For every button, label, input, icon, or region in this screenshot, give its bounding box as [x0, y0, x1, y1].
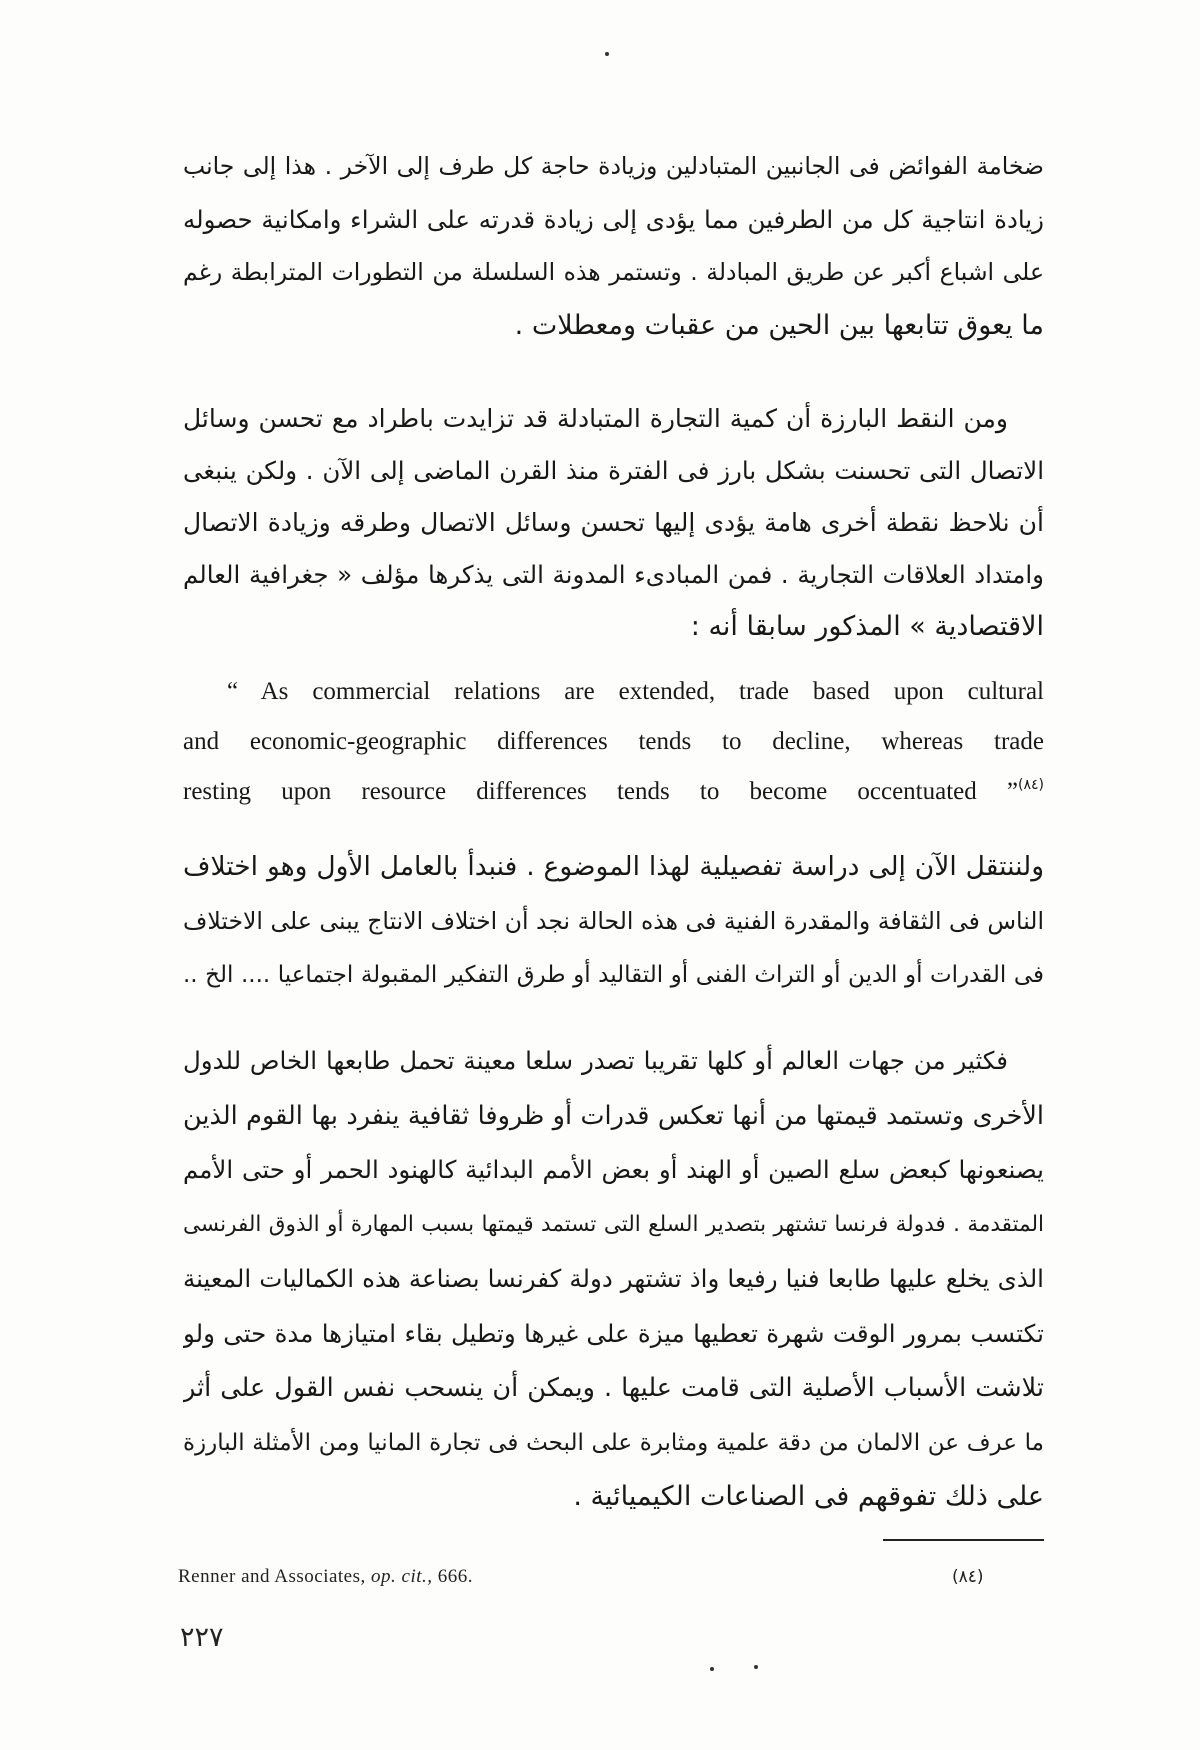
paragraph-4-line-3: يصنعونها كبعض سلع الصين أو الهند أو بعض الأمم البدائية كالهنود الحمر أو حتى الأمم [183, 1155, 1044, 1184]
paragraph-3 [183, 840, 1044, 1002]
paragraph-2-line-3: أن نلاحظ نقطة أخرى هامة يؤدى إليها تحسن وسائل الاتصال وطرقه وزيادة الاتصال [183, 508, 1044, 537]
footnote-citation [178, 1562, 473, 1592]
footnote-marker: (٨٤) [952, 1567, 984, 1587]
paragraph-2-line-5: الاقتصادية » المذكور سابقا أنه : [690, 611, 1044, 642]
paragraph-4-line-2: الأخرى وتستمد قيمتها من أنها تعكس قدرات أو ظروفا ثقافية ينفرد بها القوم الذين [183, 1100, 1044, 1131]
paragraph-4-line-4: المتقدمة . فدولة فرنسا تشتهر بتصدير السلع التى تستمد قيمتها بسبب المهارة أو الذوق الفرنسى [183, 1211, 1044, 1237]
paragraph-2-line-1: ومن النقط البارزة أن كمية التجارة المتبادلة قد تزايدت باطراد مع تحسن وسائل [183, 404, 1008, 433]
paragraph-4-line-7: تلاشت الأسباب الأصلية التى قامت عليها . ويمكن أن ينسحب نفس القول على أثر [183, 1373, 1044, 1403]
footnote-work: op. cit., [371, 1566, 433, 1587]
paragraph-4-line-8: ما عرف عن الالمان من دقة علمية ومثابرة على البحث فى تجارة المانيا ومن الأمثلة البارزة [183, 1429, 1044, 1456]
footnote-author: Renner and Associates, [178, 1566, 366, 1587]
paragraph-4-line-9: على ذلك تفوقهم فى الصناعات الكيميائية . [573, 1481, 1044, 1512]
scan-speck [710, 1667, 714, 1671]
quote-footnote-ref: (٨٤) [1018, 777, 1044, 793]
page-number: ٢٢٧ [180, 1622, 224, 1653]
paragraph-1-line-1: ضخامة الفوائض فى الجانبين المتبادلين وزيادة حاجة كل طرف إلى الآخر . هذا إلى جانب [183, 152, 1044, 180]
footnote-page: 666. [437, 1566, 474, 1587]
paragraph-1-line-4: ما يعوق تتابعها بين الحين من عقبات ومعطلات . [514, 310, 1044, 341]
paragraph-1-line-3: على اشباع أكبر عن طريق المبادلة . وتستمر هذه السلسلة من التطورات المترابطة رغم [183, 258, 1044, 286]
footnote-divider [883, 1539, 1044, 1541]
quote-line-1: “ As commercial relations are extended, trade based upon cultural [227, 678, 1044, 705]
paragraph-2-line-4: وامتداد العلاقات التجارية . فمن المبادىء المدونة التى يذكرها مؤلف « جغرافية العالم [183, 560, 1044, 589]
quote-line-3-text: resting upon resource differences tends to become occentuated ” [183, 778, 1019, 805]
paragraph-1-line-2: زيادة انتاجية كل من الطرفين مما يؤدى إلى زيادة قدرته على الشراء وامكانية حصوله [183, 205, 1044, 234]
paragraph-4-line-1: فكثير من جهات العالم أو كلها تقريبا تصدر سلعا معينة تحمل طابعها الخاص للدول [183, 1046, 1008, 1075]
scan-speck [605, 52, 609, 56]
paragraph-3-line-2: الناس فى الثقافة والمقدرة الفنية فى هذه الحالة نجد أن اختلاف الانتاج يبنى على الاختلاف [183, 907, 1044, 935]
paragraph-3-line-1: ولننتقل الآن إلى دراسة تفصيلية لهذا الموضوع . فنبدأ بالعامل الأول وهو اختلاف [183, 851, 1044, 882]
quote-line-2: and economic-geographic differences tends to decline, whereas trade [183, 728, 1044, 755]
scan-speck [754, 1665, 758, 1669]
quote-line-3 [183, 767, 1044, 817]
paragraph-4-line-5: الذى يخلع عليها طابعا فنيا رفيعا واذ تشتهر دولة كفرنسا بصناعة هذه الكماليات المعينة [183, 1264, 1044, 1293]
paragraph-2-line-2: الاتصال التى تحسنت بشكل بارز فى الفترة منذ القرن الماضى إلى الآن . ولكن ينبغى [183, 456, 1044, 485]
english-quotation [183, 667, 1044, 817]
paragraph-1 [183, 140, 1044, 352]
paragraph-4-line-6: تكتسب بمرور الوقت شهرة تعطيها ميزة على غيرها وتطيل بقاء امتيازها مدة حتى ولو [183, 1318, 1044, 1348]
paragraph-2 [183, 393, 1044, 653]
paragraph-3-line-3: فى القدرات أو الدين أو التراث الفنى أو التقاليد أو طرق التفكير المقبولة اجتماعيا .... الخ .. [183, 962, 1044, 988]
paragraph-4 [183, 1034, 1044, 1525]
